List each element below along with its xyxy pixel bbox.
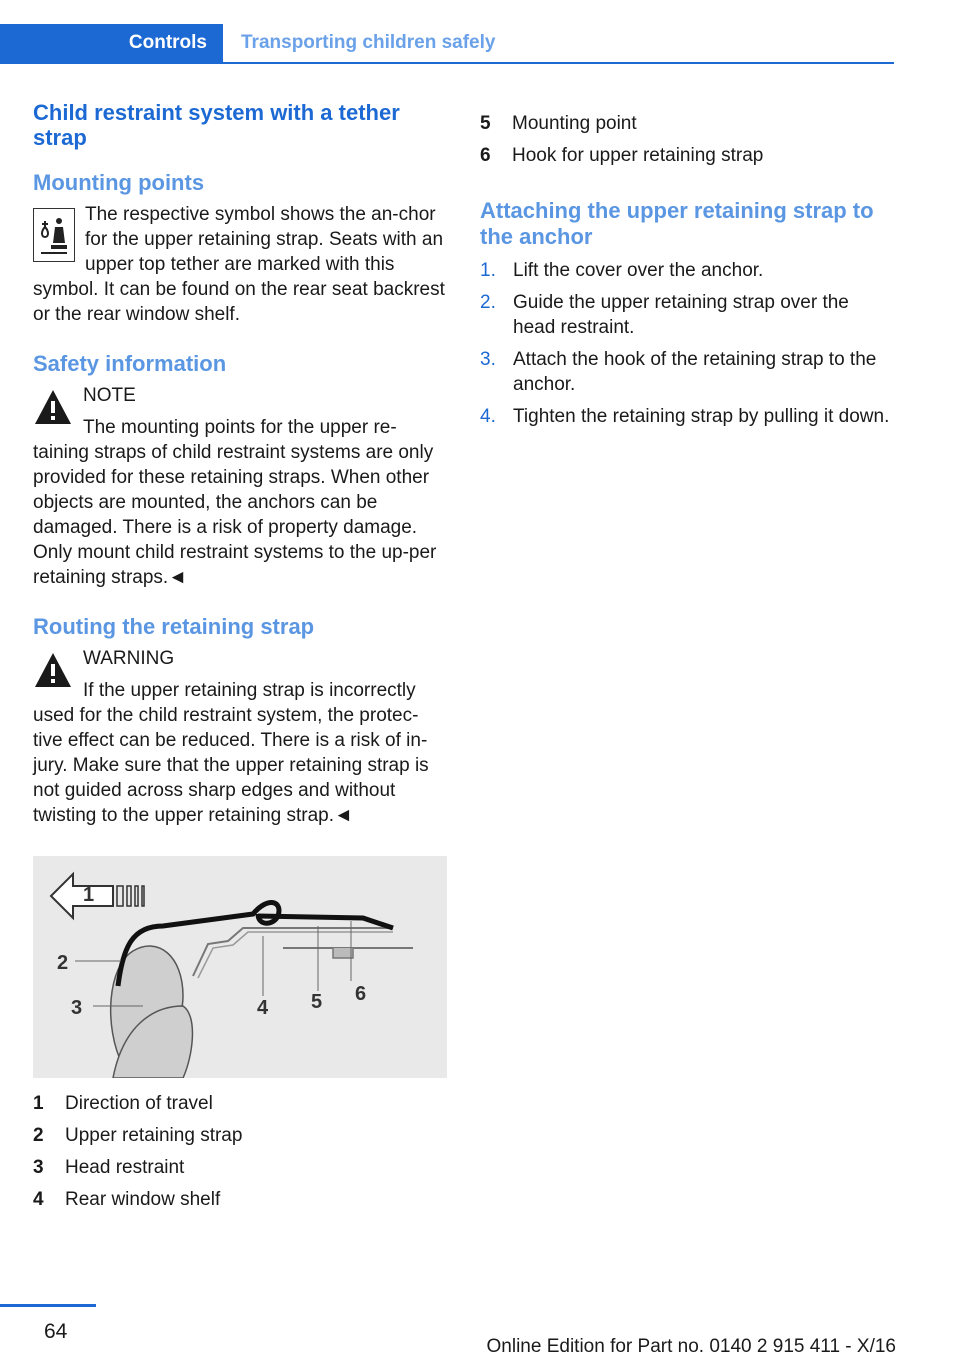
note-label: NOTE bbox=[83, 385, 136, 406]
figure-legend-right bbox=[480, 108, 894, 172]
legend-text: Mounting point bbox=[512, 113, 637, 134]
tab-controls[interactable] bbox=[0, 24, 223, 62]
step-text: Guide the upper retaining strap over the head restraint. bbox=[513, 292, 849, 338]
legend-number: 2 bbox=[33, 1125, 44, 1146]
legend-text: Upper retaining strap bbox=[65, 1125, 243, 1146]
edition-footer: Online Edition for Part no. 0140 2 915 411 - X/16 bbox=[486, 1336, 896, 1357]
routing-heading: Routing the retaining strap bbox=[33, 614, 315, 639]
figure-label-6: 6 bbox=[355, 983, 367, 1005]
step-number: 3. bbox=[480, 349, 496, 370]
legend-text: Direction of travel bbox=[65, 1093, 213, 1114]
warning-text: If the upper retaining strap is incorrectly used for the child restraint system, the protec-tive effect can be reduced. There is a risk of in-jury. Make sure that the upper retaining strap is not guided across sharp edges and without twisting to the upper retaining strap.◄ bbox=[33, 680, 429, 826]
tether-strap-illustration bbox=[33, 856, 447, 1078]
step-number: 1. bbox=[480, 260, 496, 281]
legend-number: 4 bbox=[33, 1189, 44, 1210]
warning-label: WARNING bbox=[83, 648, 175, 669]
list-item bbox=[480, 290, 894, 340]
figure-legend-left bbox=[33, 1088, 447, 1216]
list-item bbox=[480, 258, 894, 283]
list-item bbox=[33, 1152, 447, 1184]
safety-information-block bbox=[33, 351, 447, 590]
child-seat-anchor-icon bbox=[33, 208, 75, 262]
left-column bbox=[33, 100, 447, 1216]
list-item bbox=[480, 108, 894, 140]
list-item bbox=[33, 1120, 447, 1152]
list-item bbox=[33, 1088, 447, 1120]
legend-text: Rear window shelf bbox=[65, 1189, 221, 1210]
list-item bbox=[480, 140, 894, 172]
tab-transporting-children[interactable] bbox=[241, 24, 495, 62]
figure-label-3: 3 bbox=[71, 997, 83, 1019]
right-column bbox=[480, 108, 894, 436]
legend-number: 1 bbox=[33, 1093, 44, 1114]
legend-number: 3 bbox=[33, 1157, 44, 1178]
step-number: 4. bbox=[480, 406, 496, 427]
mounting-points-block bbox=[33, 170, 447, 327]
warning-triangle-icon bbox=[33, 387, 73, 427]
figure-label-4: 4 bbox=[257, 997, 269, 1019]
figure-label-5: 5 bbox=[311, 991, 323, 1013]
attach-heading: Attaching the upper retaining strap to the anchor bbox=[480, 198, 874, 249]
legend-number: 5 bbox=[480, 113, 491, 134]
warning-triangle-icon bbox=[33, 650, 73, 690]
legend-text: Hook for upper retaining strap bbox=[512, 145, 764, 166]
mounting-points-text: The respective symbol shows the an-chor for the upper retaining strap. Seats with an upper top tether are marked with this symbol. It can be found on the rear seat backrest or the rear window shelf. bbox=[33, 204, 445, 325]
legend-text: Head restraint bbox=[65, 1157, 185, 1178]
attach-steps bbox=[480, 258, 894, 429]
list-item bbox=[480, 347, 894, 397]
step-text: Lift the cover over the anchor. bbox=[513, 260, 764, 281]
note-text: The mounting points for the upper re-taining straps of child restraint systems are only provided for these retaining straps. When other objects are mounted, the anchors can be damaged. There is a risk of property damage. Only mount child restraint systems to the up-per retaining straps.◄ bbox=[33, 417, 437, 588]
section-title: Child restraint system with a tether strap bbox=[33, 100, 400, 150]
figure-label-2: 2 bbox=[57, 952, 69, 974]
tab-transporting-label: Transporting children safely bbox=[241, 32, 496, 53]
routing-block bbox=[33, 614, 447, 828]
safety-information-heading: Safety information bbox=[33, 351, 227, 376]
step-number: 2. bbox=[480, 292, 496, 313]
figure-label-1: 1 bbox=[83, 884, 95, 906]
step-text: Attach the hook of the retaining strap to the anchor. bbox=[513, 349, 877, 395]
tab-controls-label: Controls bbox=[128, 32, 207, 53]
legend-number: 6 bbox=[480, 145, 491, 166]
footer-rule bbox=[0, 1304, 96, 1307]
step-text: Tighten the retaining strap by pulling it down. bbox=[513, 406, 890, 427]
list-item bbox=[33, 1184, 447, 1216]
page-number: 64 bbox=[44, 1320, 68, 1343]
mounting-points-heading: Mounting points bbox=[33, 170, 205, 195]
list-item bbox=[480, 404, 894, 429]
